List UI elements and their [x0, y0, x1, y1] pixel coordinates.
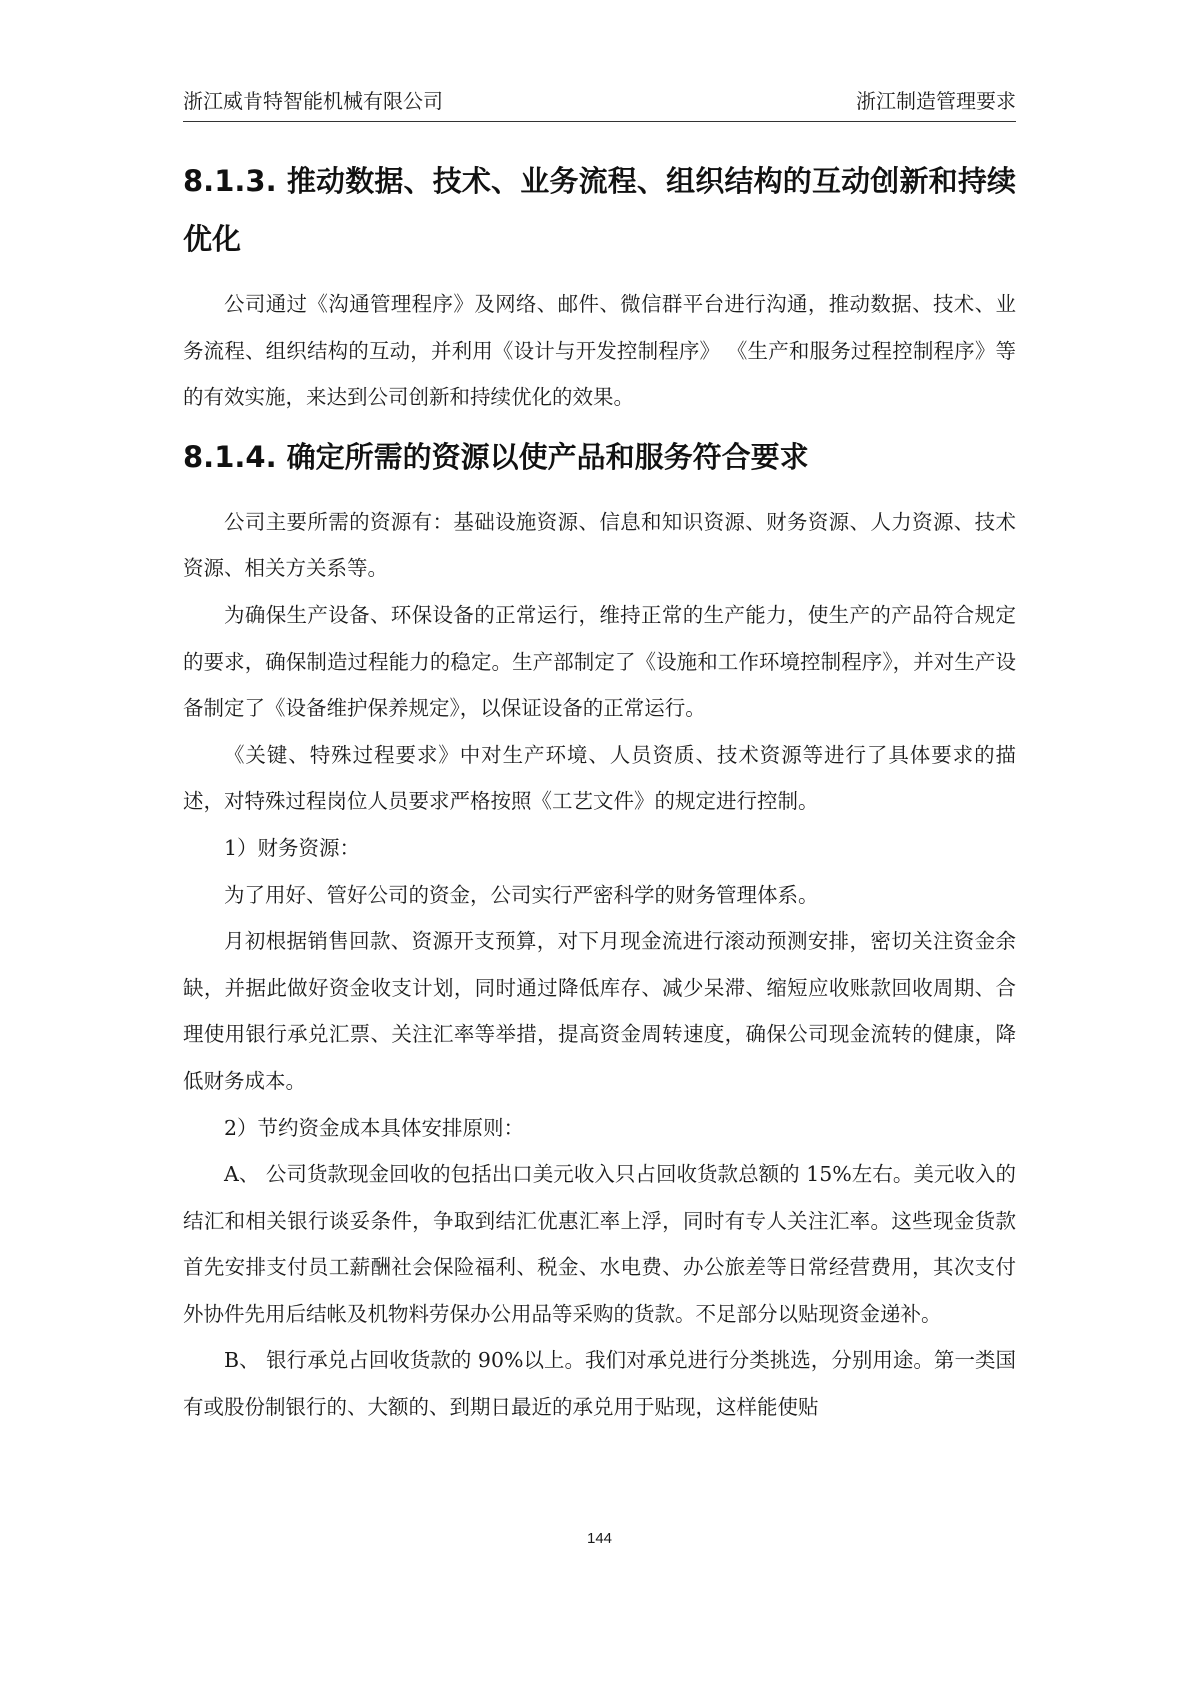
page-number: 144: [586, 1530, 613, 1547]
page-body: [183, 152, 1016, 1431]
page-header: [183, 86, 1016, 116]
paragraph: 月初根据销售回款、资源开支预算，对下月现金流进行滚动预测安排，密切关注资金余缺，并据此做好资金收支计划，同时通过降低库存、减少呆滞、缩短应收账款回收周期、合理使用银行承兑汇票、关注汇率等举措，提高资金周转速度，确保公司现金流转的健康，降低财务成本。: [183, 929, 1016, 1093]
section-heading-8-1-3: 8.1.3. 推动数据、技术、业务流程、组织结构的互动创新和持续优化: [183, 164, 1016, 256]
paragraph: 《关键、特殊过程要求》中对生产环境、人员资质、技术资源等进行了具体要求的描述，对特殊过程岗位人员要求严格按照《工艺文件》的规定进行控制。: [183, 742, 1016, 814]
header-company: 浙江威肯特智能机械有限公司: [183, 89, 443, 113]
paragraph: 为确保生产设备、环保设备的正常运行，维持正常的生产能力，使生产的产品符合规定的要求，确保制造过程能力的稳定。生产部制定了《设施和工作环境控制程序》，并对生产设备制定了《设备维护保养规定》，以保证设备的正常运行。: [183, 602, 1016, 721]
list-heading-cost-principles: 2）节约资金成本具体安排原则：: [224, 1115, 525, 1140]
paragraph-item-a: A、 公司货款现金回收的包括出口美元收入只占回收货款总额的 15%左右。美元收入的结汇和相关银行谈妥条件，争取到结汇优惠汇率上浮，同时有专人关注汇率。这些现金货款首先安排支付员工薪酬社会保险福利、税金、水电费、办公旅差等日常经营费用，其次支付外协件先用后结帐及机物料劳保办公用品等采购的货款。不足部分以贴现资金递补。: [183, 1162, 1016, 1326]
paragraph: 公司通过《沟通管理程序》及网络、邮件、微信群平台进行沟通，推动数据、技术、业务流程、组织结构的互动，并利用《设计与开发控制程序》 《生产和服务过程控制程序》等的有效实施，来达到公司创新和持续优化的效果。: [183, 292, 1016, 410]
paragraph: 为了用好、管好公司的资金，公司实行严密科学的财务管理体系。: [224, 882, 819, 907]
list-heading-financial-resources: 1）财务资源：: [224, 835, 361, 860]
header-divider: [183, 121, 1016, 122]
section-heading-8-1-4: 8.1.4. 确定所需的资源以使产品和服务符合要求: [183, 439, 809, 474]
header-doc-title: 浙江制造管理要求: [856, 89, 1016, 113]
paragraph-item-b: B、 银行承兑占回收货款的 90%以上。我们对承兑进行分类挑选，分别用途。第一类国有或股份制银行的、大额的、到期日最近的承兑用于贴现，这样能使贴: [183, 1348, 1016, 1420]
paragraph: 公司主要所需的资源有：基础设施资源、信息和知识资源、财务资源、人力资源、技术资源、相关方关系等。: [183, 509, 1016, 581]
